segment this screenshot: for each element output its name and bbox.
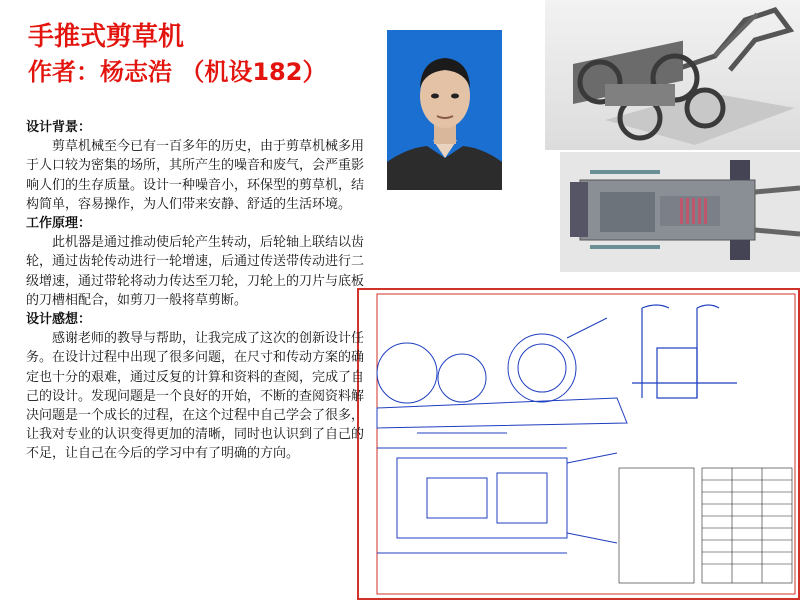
- mower-3d-top-view: [560, 152, 800, 272]
- section-heading-reflection: 设计感想：: [26, 312, 92, 328]
- author-line: 作者：杨志浩 （机设182）: [28, 58, 327, 86]
- section-heading-background: 设计背景：: [26, 120, 92, 135]
- cad-assembly-drawing: [357, 288, 800, 600]
- section-body-principle: 此机器是通过推动使后轮产生转动，后轮轴上联结以齿轮，通过齿轮传动进行一轮增速，后通过传送带传动进行二级增速，通过带轮将动力传达至刀轮，刀轮上的刀片与底板的刀槽相配合，如剪刀一般将草剪断。: [26, 235, 365, 308]
- description-text: [26, 118, 364, 464]
- section-body-background: 剪草机械至今已有一百多年的历史，由于剪草机械多用于人口较为密集的场所，其所产生的噪音和废气，会严重影响人们的生存质量。设计一种噪音小，环保型的剪草机，结构简单，容易操作，为人们带来安静、舒适的生活环境。: [26, 139, 365, 212]
- author-portrait-photo: [387, 30, 502, 190]
- poster-title: 手推式剪草机: [28, 22, 185, 52]
- section-body-reflection: 感谢老师的教导与帮助，让我完成了这次的创新设计任务。在设计过程中出现了很多问题，在尺寸和传动方案的确定也十分的艰难，通过反复的计算和资料的查阅，完成了自己的设计。发现问题是一个良好的开始，不断的查阅资料解决问题是一个成长的过程，在这个过程中自己学会了很多，让我对专业的认识变得更加的清晰，同时也认识到了自己的不足，让自己在今后的学习中有了明确的方向。: [26, 331, 365, 462]
- mower-3d-render: [545, 0, 800, 150]
- section-heading-principle: 工作原理：: [26, 216, 92, 232]
